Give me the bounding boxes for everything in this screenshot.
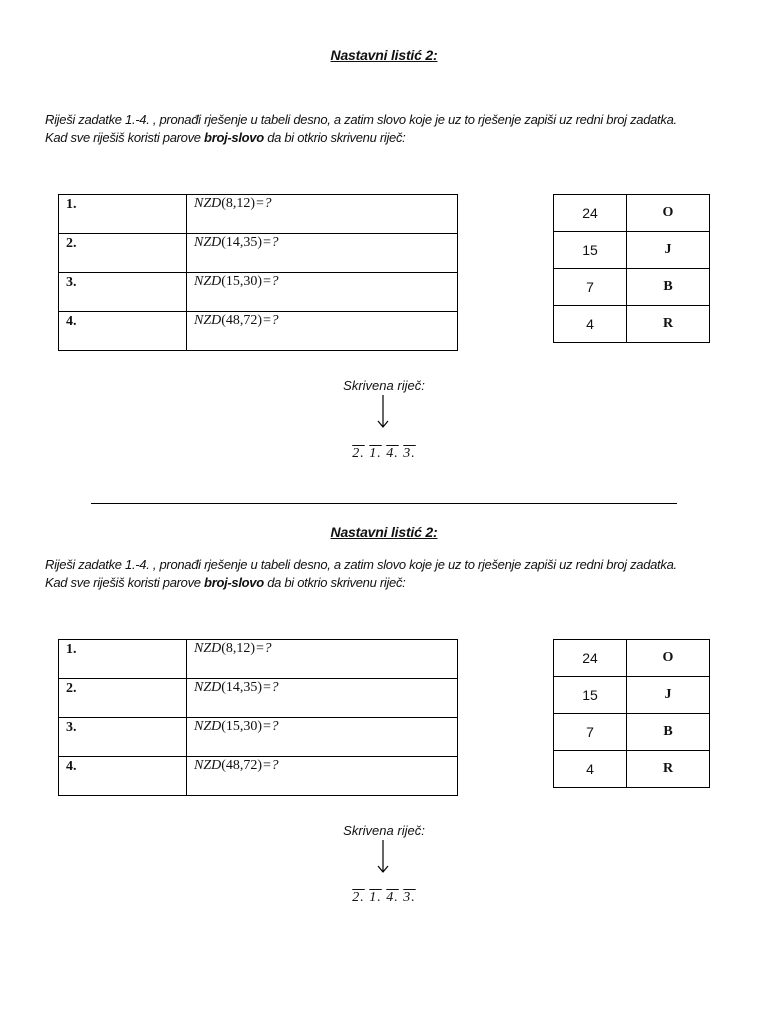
task-expression	[187, 679, 458, 718]
instruction-bold-text: broj-slovo	[204, 130, 264, 145]
task-row	[59, 312, 458, 351]
key-value: 15	[554, 232, 627, 269]
order-slot: 2.	[352, 446, 365, 461]
order-slot: 4.	[386, 446, 399, 461]
key-row	[554, 751, 710, 788]
expr-args: (14,35)	[221, 680, 263, 695]
task-number: 3.	[59, 273, 187, 312]
instruction-line-2	[45, 574, 745, 592]
task-row	[59, 273, 458, 312]
key-row	[554, 714, 710, 751]
key-letter: B	[627, 269, 710, 306]
expr-args: (15,30)	[221, 719, 263, 734]
instruction-text: Kad sve riješiš koristi parove	[45, 130, 205, 145]
task-expression	[187, 718, 458, 757]
instruction-line-1: Riješi zadatke 1.-4. , pronađi rješenje u tabeli desno, a zatim slovo koje je uz to rješenje zapiši uz redni broj zadatka.	[45, 112, 677, 127]
task-expression	[187, 234, 458, 273]
expr-args: (8,12)	[221, 641, 256, 656]
order-slot: 1.	[369, 890, 382, 905]
key-value: 7	[554, 269, 627, 306]
expr-func: NZD	[194, 274, 222, 289]
expr-rest: =?	[262, 680, 279, 695]
task-row	[59, 640, 458, 679]
task-number: 2.	[59, 679, 187, 718]
order-slot: 3.	[403, 446, 416, 461]
expr-func: NZD	[194, 641, 222, 656]
order-slot: 1.	[369, 446, 382, 461]
tasks-table	[58, 194, 458, 351]
hidden-word-label: Skrivena riječ:	[343, 378, 425, 393]
expr-rest: =?	[255, 196, 272, 211]
worksheet-title: Nastavni listić 2:	[330, 524, 438, 540]
task-number: 1.	[59, 195, 187, 234]
worksheet-bottom	[0, 445, 768, 905]
task-expression	[187, 640, 458, 679]
task-row	[59, 234, 458, 273]
key-letter: J	[627, 232, 710, 269]
key-letter: J	[627, 677, 710, 714]
key-value: 4	[554, 306, 627, 343]
task-number: 4.	[59, 757, 187, 796]
expr-rest: =?	[262, 274, 279, 289]
task-expression	[187, 312, 458, 351]
key-value: 7	[554, 714, 627, 751]
down-arrow-icon	[373, 839, 393, 875]
task-row	[59, 679, 458, 718]
hidden-word-label: Skrivena riječ:	[343, 823, 425, 838]
task-expression	[187, 273, 458, 312]
expr-func: NZD	[194, 235, 222, 250]
hidden-word-order	[0, 890, 768, 906]
answer-key-table	[553, 639, 710, 788]
expr-rest: =?	[255, 641, 272, 656]
task-number: 4.	[59, 312, 187, 351]
expr-rest: =?	[262, 235, 279, 250]
key-letter: R	[627, 751, 710, 788]
key-letter: O	[627, 195, 710, 232]
down-arrow-icon	[373, 394, 393, 430]
expr-rest: =?	[262, 719, 279, 734]
expr-args: (48,72)	[221, 758, 263, 773]
expr-func: NZD	[194, 680, 222, 695]
instruction-bold-text: broj-slovo	[204, 575, 264, 590]
task-row	[59, 757, 458, 796]
key-row	[554, 306, 710, 343]
instructions	[45, 556, 745, 592]
instruction-line-1: Riješi zadatke 1.-4. , pronađi rješenje u tabeli desno, a zatim slovo koje je uz to rješenje zapiši uz redni broj zadatka.	[45, 557, 677, 572]
task-row	[59, 718, 458, 757]
expr-rest: =?	[262, 313, 279, 328]
instruction-text: da bi otkrio skrivenu riječ:	[263, 575, 406, 590]
key-row	[554, 677, 710, 714]
task-number: 1.	[59, 640, 187, 679]
expr-args: (15,30)	[221, 274, 263, 289]
key-letter: O	[627, 640, 710, 677]
answer-key-table	[553, 194, 710, 343]
instruction-line-2	[45, 129, 745, 147]
key-row	[554, 195, 710, 232]
tasks-table	[58, 639, 458, 796]
expr-func: NZD	[194, 313, 222, 328]
worksheet-top	[0, 0, 768, 461]
expr-args: (14,35)	[221, 235, 263, 250]
task-expression	[187, 195, 458, 234]
key-letter: B	[627, 714, 710, 751]
key-row	[554, 640, 710, 677]
key-value: 24	[554, 195, 627, 232]
task-expression	[187, 757, 458, 796]
task-number: 3.	[59, 718, 187, 757]
expr-func: NZD	[194, 196, 222, 211]
task-row	[59, 195, 458, 234]
instructions	[45, 111, 745, 147]
key-row	[554, 232, 710, 269]
key-value: 15	[554, 677, 627, 714]
order-slot: 4.	[386, 890, 399, 905]
expr-rest: =?	[262, 758, 279, 773]
order-slot: 2.	[352, 890, 365, 905]
order-slot: 3.	[403, 890, 416, 905]
expr-args: (48,72)	[221, 313, 263, 328]
key-letter: R	[627, 306, 710, 343]
worksheet-title: Nastavni listić 2:	[330, 47, 438, 63]
expr-args: (8,12)	[221, 196, 256, 211]
instruction-text: da bi otkrio skrivenu riječ:	[263, 130, 406, 145]
key-value: 4	[554, 751, 627, 788]
expr-func: NZD	[194, 758, 222, 773]
key-row	[554, 269, 710, 306]
key-value: 24	[554, 640, 627, 677]
expr-func: NZD	[194, 719, 222, 734]
instruction-text: Kad sve riješiš koristi parove	[45, 575, 205, 590]
task-number: 2.	[59, 234, 187, 273]
